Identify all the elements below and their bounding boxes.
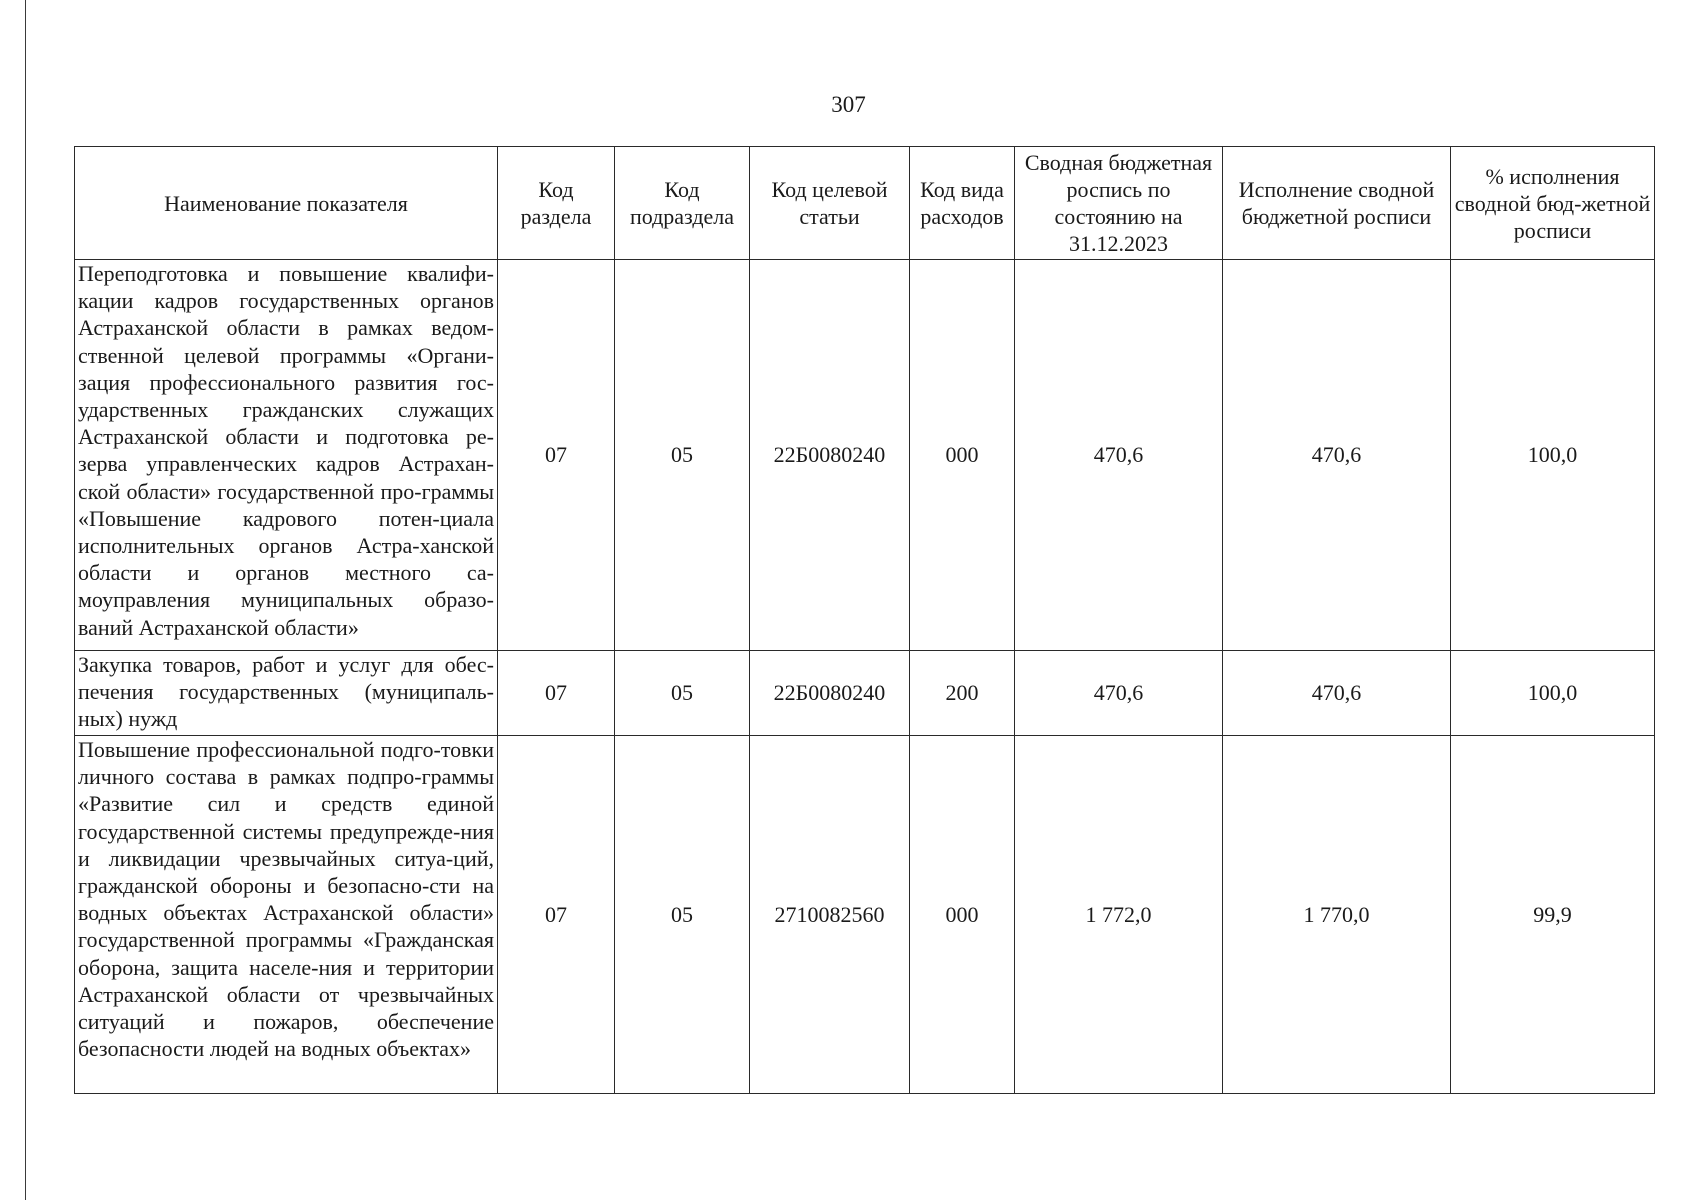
header-budget-execution: Исполнение сводной бюджетной росписи <box>1223 147 1451 260</box>
row-budget-execution: 470,6 <box>1223 651 1451 736</box>
header-budget-plan: Сводная бюджетная роспись по состоянию на 31.12.2023 <box>1015 147 1223 260</box>
row-expense-type-code: 000 <box>910 736 1015 1094</box>
row-target-article-code: 22Б0080240 <box>750 651 910 736</box>
table-row <box>75 651 1655 736</box>
row-target-article-code: 2710082560 <box>750 736 910 1094</box>
row-target-article-code: 22Б0080240 <box>750 260 910 651</box>
left-margin-rule <box>25 0 26 1200</box>
row-subsection-code: 05 <box>615 736 750 1094</box>
table-row <box>75 736 1655 1094</box>
row-indicator-name: Повышение профессиональной подго-товки личного состава в рамках подпро-граммы «Развитие сил и средств единой государственной системы предупрежде-ния и ликвидации чрезвычайных ситуа-ций, гражданской обороны и безопасно-сти на водных объектах Астраханской области» государственной программы «Гражданская оборона, защита населе-ния и территории Астраханской области от чрезвычайных ситуаций и пожаров, обеспечение безопасности людей на водных объектах» <box>75 736 498 1094</box>
row-execution-percent: 99,9 <box>1451 736 1655 1094</box>
row-indicator-name: Переподготовка и повышение квалифи-кации кадров государственных органов Астраханской области в рамках ведом-ственной целевой программы «Органи-зация профессионального развития гос-ударственных гражданских служащих Астраханской области и подготовка ре-зерва управленческих кадров Астрахан-ской области» государственной про-граммы «Повышение кадрового потен-циала исполнительных органов Астра-ханской области и органов местного са-моуправления муниципальных образо-ваний Астраханской области» <box>75 260 498 651</box>
header-subsection-code: Код подраздела <box>615 147 750 260</box>
row-execution-percent: 100,0 <box>1451 260 1655 651</box>
row-expense-type-code: 200 <box>910 651 1015 736</box>
header-indicator-name: Наименование показателя <box>75 147 498 260</box>
row-budget-plan: 1 772,0 <box>1015 736 1223 1094</box>
row-budget-plan: 470,6 <box>1015 651 1223 736</box>
header-execution-percent: % исполнения сводной бюд-жетной росписи <box>1451 147 1655 260</box>
row-expense-type-code: 000 <box>910 260 1015 651</box>
table-header-row <box>75 147 1655 260</box>
row-section-code: 07 <box>498 736 615 1094</box>
row-subsection-code: 05 <box>615 651 750 736</box>
budget-execution-table <box>74 146 1655 1094</box>
header-section-code: Код раздела <box>498 147 615 260</box>
row-section-code: 07 <box>498 651 615 736</box>
row-subsection-code: 05 <box>615 260 750 651</box>
table-row <box>75 260 1655 651</box>
row-budget-plan: 470,6 <box>1015 260 1223 651</box>
row-budget-execution: 1 770,0 <box>1223 736 1451 1094</box>
row-indicator-name: Закупка товаров, работ и услуг для обес-печения государственных (муниципаль-ных) нужд <box>75 651 498 736</box>
row-section-code: 07 <box>498 260 615 651</box>
row-budget-execution: 470,6 <box>1223 260 1451 651</box>
page-number: 307 <box>831 92 866 117</box>
header-target-article-code: Код целевой статьи <box>750 147 910 260</box>
header-expense-type-code: Код вида расходов <box>910 147 1015 260</box>
row-execution-percent: 100,0 <box>1451 651 1655 736</box>
